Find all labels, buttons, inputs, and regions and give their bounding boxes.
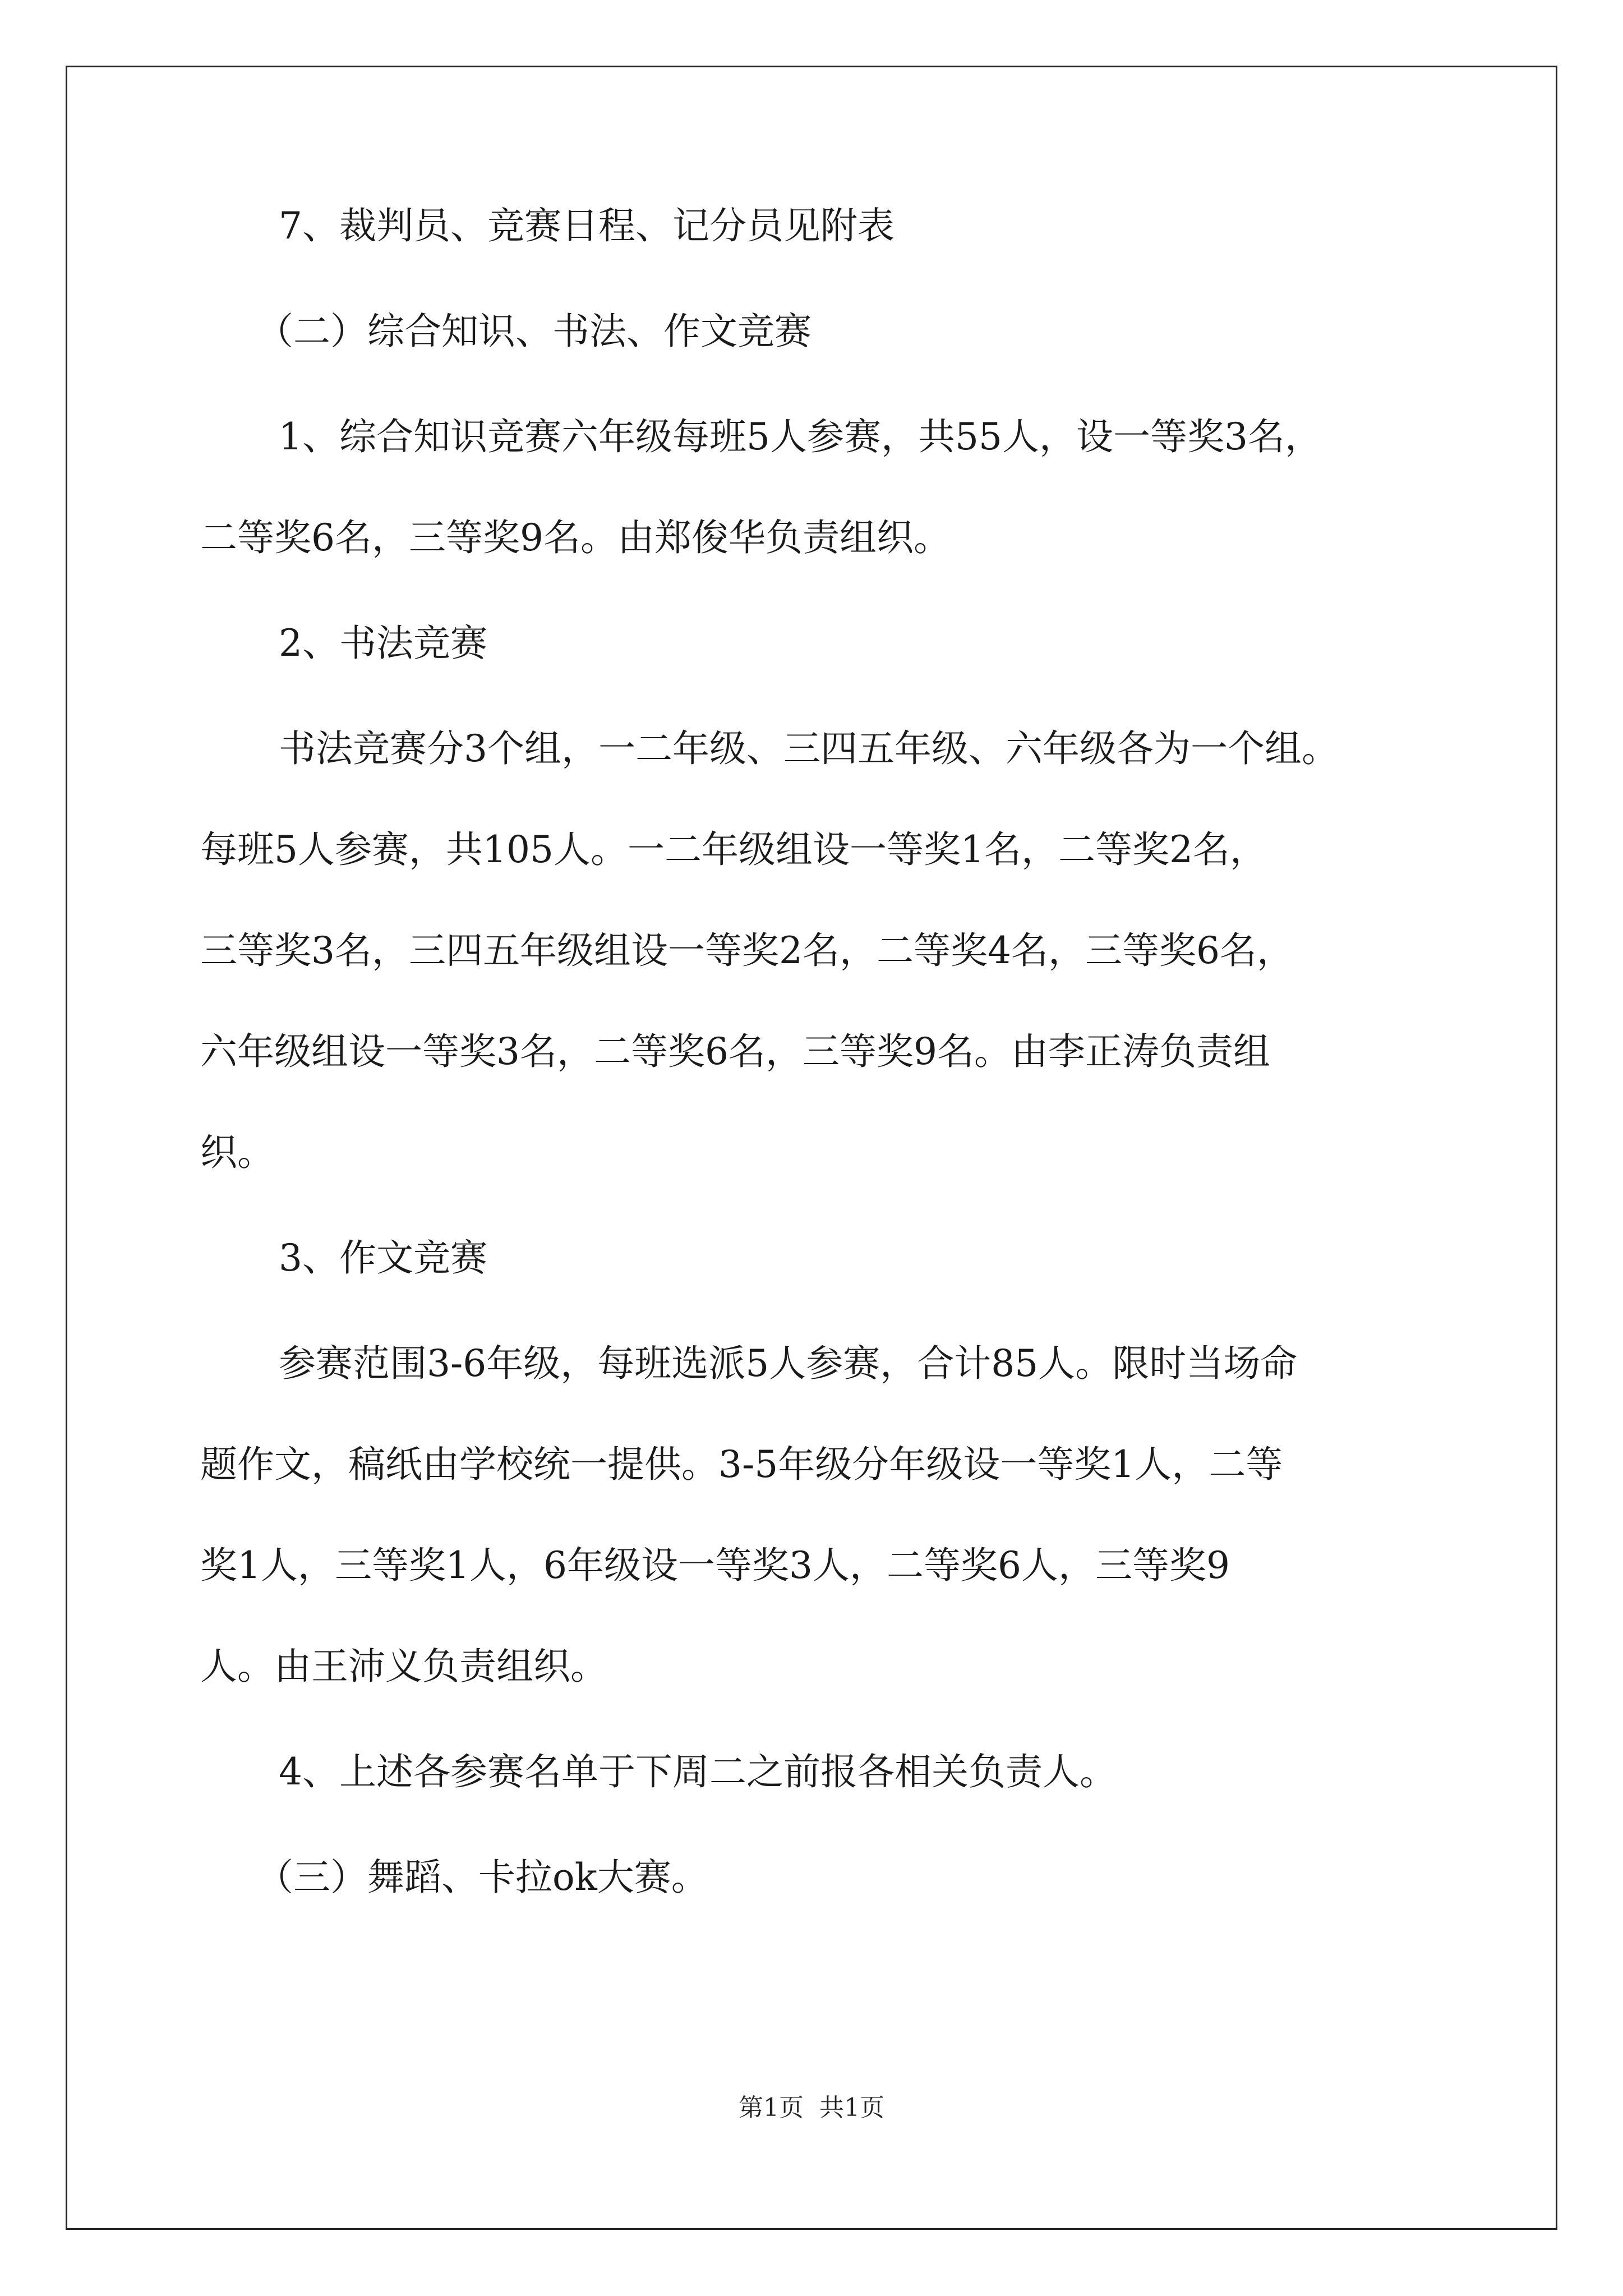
document-body bbox=[200, 199, 1490, 1904]
paragraph-line: 参赛范围3-6年级，每班选派5人参赛，合计85人。限时当场命 bbox=[279, 1342, 1298, 1385]
paragraph-line: 4、上述各参赛名单于下周二之前报各相关负责人。 bbox=[279, 1750, 1117, 1793]
paragraph-line: 2、书法竞赛 bbox=[279, 622, 487, 665]
section-heading: （二）综合知识、书法、作文竞赛 bbox=[256, 310, 811, 353]
page-number: 第1页 bbox=[739, 2093, 804, 2122]
paragraph-line: 题作文，稿纸由学校统一提供。3-5年级分年级设一等奖1人，二等 bbox=[200, 1443, 1283, 1486]
paragraph-line: 每班5人参赛，共105人。一二年级组设一等奖1名，二等奖2名， bbox=[200, 828, 1267, 871]
paragraph-line: 7、裁判员、竞赛日程、记分员见附表 bbox=[279, 204, 895, 247]
section-heading: （三）舞蹈、卡拉ok大赛。 bbox=[256, 1856, 708, 1899]
paragraph-line: 奖1人，三等奖1人，6年级设一等奖3人，二等奖6人，三等奖9 bbox=[200, 1544, 1230, 1587]
paragraph-line: 书法竞赛分3个组，一二年级、三四五年级、六年级各为一个组。 bbox=[279, 727, 1339, 770]
paragraph-line: 三等奖3名，三四五年级组设一等奖2名，二等奖4名，三等奖6名， bbox=[200, 929, 1294, 972]
paragraph-line: 3、作文竞赛 bbox=[279, 1236, 487, 1280]
page-footer bbox=[0, 2091, 1623, 2125]
paragraph-line: 织。 bbox=[200, 1131, 274, 1174]
paragraph-line: 1、综合知识竞赛六年级每班5人参赛，共55人，设一等奖3名， bbox=[279, 415, 1322, 458]
paragraph-line: 人。由王沛义负责组织。 bbox=[200, 1645, 607, 1688]
paragraph-line: 六年级组设一等奖3名，二等奖6名，三等奖9名。由李正涛负责组 bbox=[200, 1030, 1270, 1073]
page-total: 共1页 bbox=[819, 2093, 884, 2122]
paragraph-line: 二等奖6名，三等奖9名。由郑俊华负责组织。 bbox=[200, 516, 951, 559]
